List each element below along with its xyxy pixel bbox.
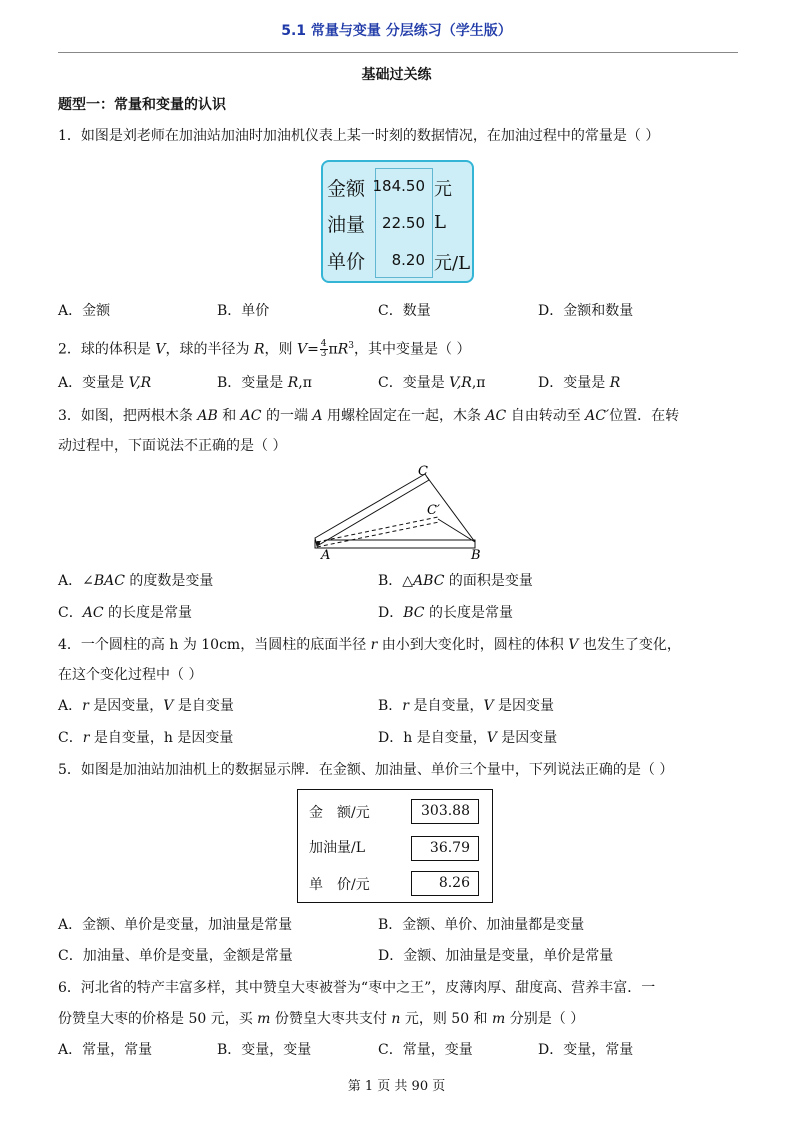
board-label-price: 单 价/元 — [309, 877, 370, 893]
board-value-amount: 303.88 — [411, 799, 479, 824]
board-value-volume: 36.79 — [411, 836, 479, 861]
bolt-point — [316, 541, 320, 545]
wooden-sticks-figure — [305, 462, 495, 562]
q3-option-b[interactable]: B．△ABC 的面积是变量 — [378, 573, 533, 589]
q5-option-b[interactable]: B．金额、单价、加油量都是变量 — [378, 917, 585, 933]
question-6-stem-line2: 份赞皇大枣的价格是 50 元，买 m 份赞皇大枣共支付 n 元，则 50 和 m 分别是（ ） — [58, 1011, 585, 1027]
q1-option-c[interactable]: C．数量 — [378, 303, 431, 319]
meter-unit-volume: L — [434, 212, 446, 233]
page-footer: 第 1 页 共 90 页 — [347, 1079, 446, 1094]
point-label-b: B — [471, 548, 481, 562]
q6-option-a[interactable]: A．常量，常量 — [58, 1042, 153, 1058]
meter-unit-price: 元/L — [434, 253, 471, 274]
q1-option-b[interactable]: B．单价 — [217, 303, 270, 319]
q5-option-c[interactable]: C．加油量、单价是变量，金额是常量 — [58, 948, 293, 964]
q1-option-d[interactable]: D．金额和数量 — [538, 303, 634, 319]
point-label-c-prime: C′ — [427, 503, 440, 518]
q6-option-d[interactable]: D．变量，常量 — [538, 1042, 634, 1058]
q2-option-c[interactable]: C．变量是 V,R,π — [378, 375, 486, 391]
question-5-stem: 5．如图是加油站加油机上的数据显示牌．在金额、加油量、单价三个量中，下列说法正确的是（ ） — [58, 762, 674, 778]
meter-label-price: 单价 — [327, 251, 366, 273]
header-divider — [58, 52, 738, 53]
meter-value-volume: 22.50 — [382, 214, 425, 232]
board-value-price: 8.26 — [411, 871, 479, 896]
stick-ac — [315, 474, 429, 546]
q3-option-d[interactable]: D．BC 的长度是常量 — [378, 605, 513, 621]
q3-option-c[interactable]: C．AC 的长度是常量 — [58, 605, 192, 621]
meter-label-amount: 金额 — [327, 178, 366, 200]
meter-value-amount: 184.50 — [372, 177, 425, 195]
question-1-stem: 1．如图是刘老师在加油站加油时加油机仪表上某一时刻的数据情况，在加油过程中的常量是（ ） — [58, 128, 660, 144]
q5-option-a[interactable]: A．金额、单价是变量，加油量是常量 — [58, 917, 293, 933]
meter-value-price: 8.20 — [391, 251, 425, 269]
fuel-meter-panel — [321, 160, 474, 283]
q5-option-d[interactable]: D．金额、加油量是变量，单价是常量 — [378, 948, 614, 964]
q4-option-d[interactable]: D．h 是自变量，V 是因变量 — [378, 730, 558, 746]
board-label-volume: 加油量/L — [309, 840, 366, 856]
question-6-stem-line1: 6．河北省的特产丰富多样，其中赞皇大枣被誉为“枣中之王”，皮薄肉厚、甜度高、营养丰富．一 — [58, 980, 656, 996]
q3-option-a[interactable]: A．∠BAC 的度数是变量 — [58, 573, 214, 589]
q1-option-a[interactable]: A．金额 — [58, 303, 111, 319]
question-4-stem-line2: 在这个变化过程中（ ） — [58, 667, 203, 683]
q2-option-d[interactable]: D．变量是 R — [538, 375, 621, 391]
meter-label-volume: 油量 — [327, 214, 366, 236]
question-4-stem-line1: 4．一个圆柱的高 h 为 10cm，当圆柱的底面半径 r 由小到大变化时，圆柱的体积 V 也发生了变化， — [58, 637, 681, 653]
q2-option-b[interactable]: B．变量是 R,π — [217, 375, 312, 391]
point-label-a: A — [321, 548, 331, 562]
segment-bc-prime — [438, 519, 475, 542]
page-header-title: 5.1 常量与变量 分层练习（学生版） — [281, 23, 512, 39]
fuel-display-board — [297, 789, 493, 903]
q4-option-a[interactable]: A．r 是因变量，V 是自变量 — [58, 698, 234, 714]
question-3-stem-line2: 动过程中，下面说法不正确的是（ ） — [58, 438, 287, 454]
point-label-c: C — [418, 464, 428, 479]
q4-option-b[interactable]: B．r 是自变量，V 是因变量 — [378, 698, 555, 714]
board-label-amount: 金 额/元 — [309, 805, 370, 821]
fraction-four-thirds: $\frac{4}{3}$ — [320, 339, 327, 360]
q6-option-b[interactable]: B．变量，变量 — [217, 1042, 312, 1058]
q6-option-c[interactable]: C．常量，变量 — [378, 1042, 473, 1058]
meter-unit-amount: 元 — [434, 179, 452, 200]
q2-option-a[interactable]: A．变量是 V,R — [58, 375, 152, 391]
section-title: 基础过关练 — [361, 67, 432, 83]
question-3-stem-line1: 3．如图，把两根木条 AB 和 AC 的一端 A 用螺栓固定在一起，木条 AC 自由转动至 AC′位置．在转 — [58, 408, 680, 424]
q4-option-c[interactable]: C．r 是自变量，h 是因变量 — [58, 730, 234, 746]
question-type-title: 题型一：常量和变量的认识 — [58, 97, 226, 113]
question-2-stem: 2．球的体积是 V，球的半径为 R，则 V= $\frac{4}{3}$ $\pi R^3$，其中变量是（ ） — [58, 339, 471, 360]
stick-ab — [315, 540, 475, 548]
